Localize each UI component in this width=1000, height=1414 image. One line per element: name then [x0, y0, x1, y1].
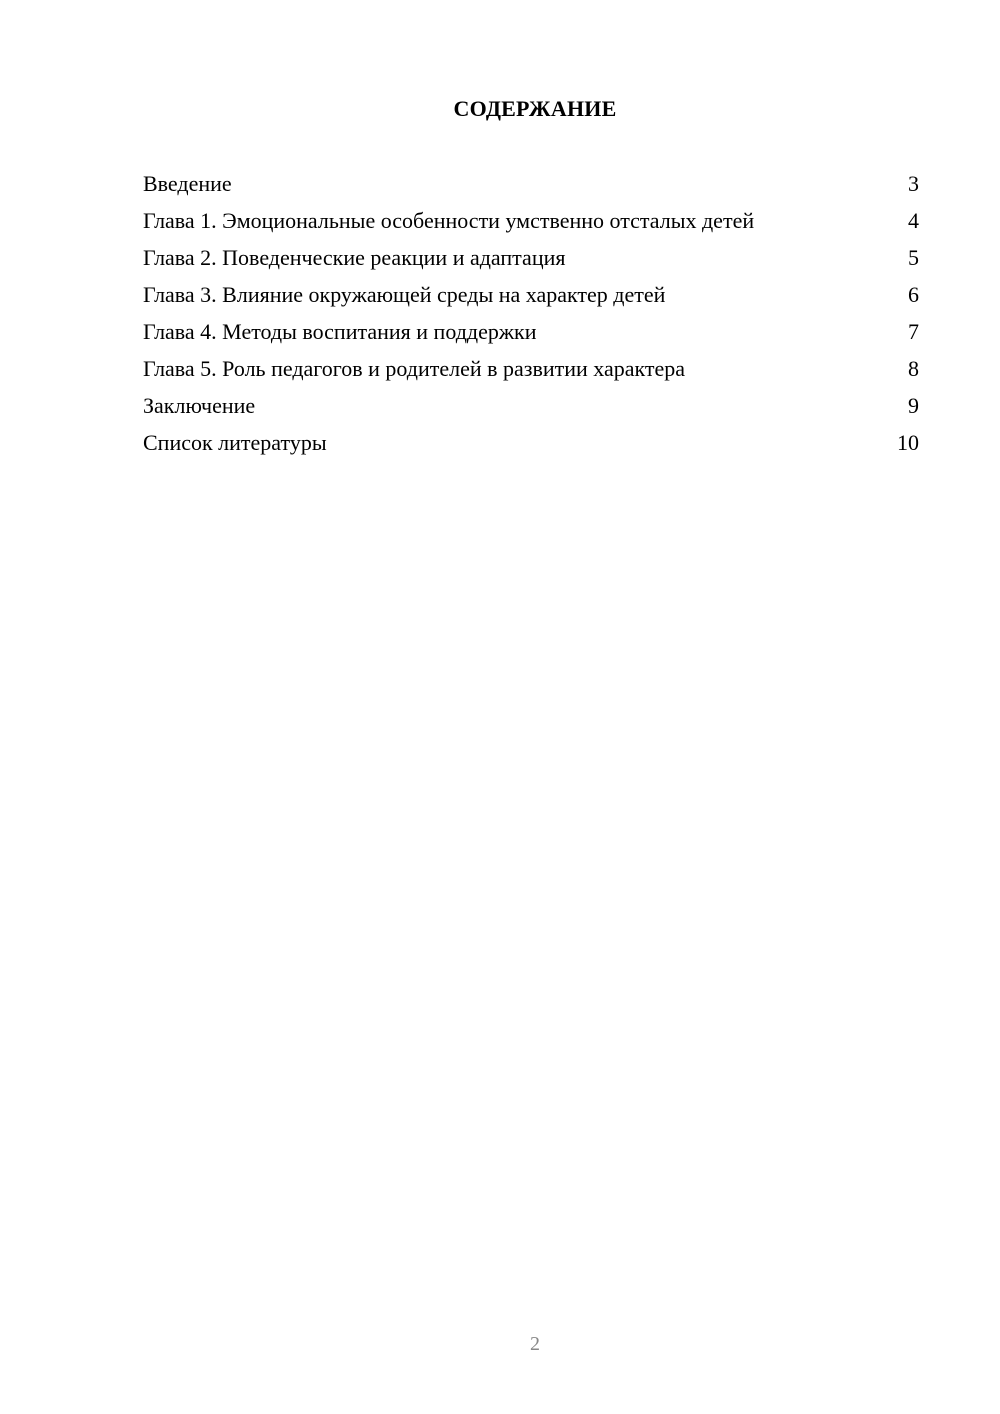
toc-entry-chapter-2[interactable]: [143, 244, 919, 271]
toc-entry-chapter-3[interactable]: [143, 281, 919, 308]
toc-entry-page: 7: [908, 319, 919, 344]
toc-entry-introduction[interactable]: [143, 170, 919, 197]
toc-entry-references[interactable]: [143, 429, 919, 456]
toc-entry-label: Глава 4. Методы воспитания и поддержки: [143, 319, 537, 344]
toc-entry-page: 3: [908, 171, 919, 196]
toc-entry-label: Глава 1. Эмоциональные особенности умственно отсталых детей: [143, 208, 755, 233]
toc-entry-conclusion[interactable]: [143, 392, 919, 419]
toc-entry-chapter-5[interactable]: [143, 355, 919, 382]
toc-entry-label: Заключение: [143, 393, 256, 418]
toc-entry-label: Введение: [143, 171, 232, 196]
toc-entry-label: Глава 3. Влияние окружающей среды на характер детей: [143, 282, 666, 307]
toc-entry-chapter-1[interactable]: [143, 207, 919, 234]
toc-list: [143, 170, 919, 466]
page-number: 2: [530, 1333, 540, 1355]
toc-title: СОДЕРЖАНИЕ: [453, 96, 617, 121]
toc-entry-page: 6: [908, 282, 919, 307]
toc-entry-page: 4: [908, 208, 919, 233]
toc-entry-label: Глава 5. Роль педагогов и родителей в развитии характера: [143, 356, 686, 381]
toc-entry-page: 5: [908, 245, 919, 270]
toc-entry-page: 8: [908, 356, 919, 381]
toc-entry-page: 9: [908, 393, 919, 418]
toc-entry-label: Список литературы: [143, 430, 327, 455]
toc-entry-chapter-4[interactable]: [143, 318, 919, 345]
toc-entry-label: Глава 2. Поведенческие реакции и адаптация: [143, 245, 566, 270]
toc-entry-page: 10: [897, 430, 919, 455]
